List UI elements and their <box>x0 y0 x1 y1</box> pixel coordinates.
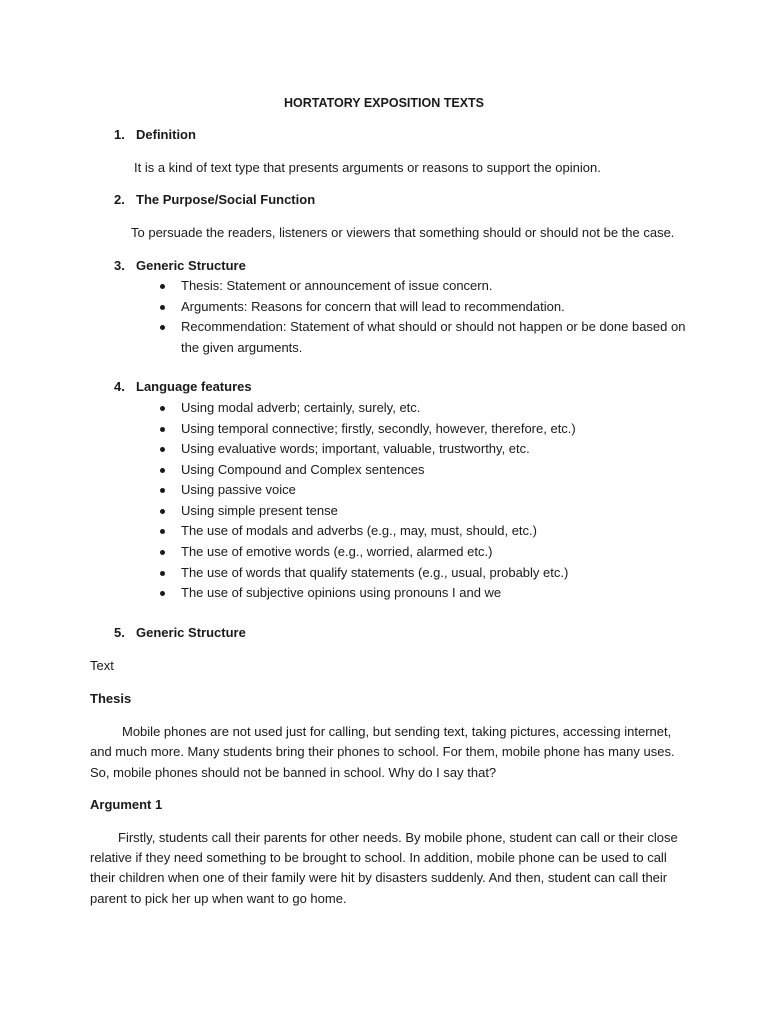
bullet-dot <box>160 406 165 411</box>
list-item: The use of words that qualify statements (e.g., usual, probably etc.) <box>181 565 569 580</box>
bullet-dot <box>160 529 165 534</box>
section-3-heading: Generic Structure <box>136 258 246 273</box>
thesis-heading: Thesis <box>90 691 132 706</box>
argument-1-line: their children when one of their family were hit by disasters suddenly. And then, student can call their <box>90 870 668 885</box>
list-item: Using simple present tense <box>181 503 338 518</box>
argument-1-line: relative if they need something to be brought to school. In addition, mobile phone can be used to call <box>90 850 667 865</box>
list-item: Using temporal connective; firstly, secondly, however, therefore, etc.) <box>181 421 576 436</box>
section-5-heading: Generic Structure <box>136 625 246 640</box>
section-4-heading: Language features <box>136 379 252 394</box>
list-item: Recommendation: Statement of what should or should not happen or be done based on <box>181 319 686 334</box>
text-label: Text <box>90 658 114 673</box>
list-item: Using evaluative words; important, valuable, trustworthy, etc. <box>181 441 530 456</box>
list-item: Using passive voice <box>181 482 296 497</box>
argument-1-heading: Argument 1 <box>90 797 163 812</box>
list-item: Using Compound and Complex sentences <box>181 462 425 477</box>
section-4-number: 4. <box>114 379 125 394</box>
bullet-dot <box>160 550 165 555</box>
section-2-number: 2. <box>114 192 125 207</box>
bullet-dot <box>160 509 165 514</box>
bullet-dot <box>160 305 165 310</box>
list-item: The use of modals and adverbs (e.g., may, must, should, etc.) <box>181 523 537 538</box>
bullet-dot <box>160 427 165 432</box>
list-item: Thesis: Statement or announcement of issue concern. <box>181 278 493 293</box>
bullet-dot <box>160 571 165 576</box>
section-1-body: It is a kind of text type that presents arguments or reasons to support the opinion. <box>134 160 601 175</box>
section-5-number: 5. <box>114 625 125 640</box>
section-1-number: 1. <box>114 127 125 142</box>
section-2-body: To persuade the readers, listeners or viewers that something should or should not be the case. <box>131 225 675 240</box>
bullet-dot <box>160 284 165 289</box>
section-2-heading: The Purpose/Social Function <box>136 192 316 207</box>
list-item: Arguments: Reasons for concern that will lead to recommendation. <box>181 299 565 314</box>
document-title: HORTATORY EXPOSITION TEXTS <box>283 96 485 110</box>
thesis-line: and much more. Many students bring their phones to school. For them, mobile phone has many uses. <box>90 744 675 759</box>
section-1-heading: Definition <box>136 127 196 142</box>
list-item: Using modal adverb; certainly, surely, etc. <box>181 400 421 415</box>
bullet-dot <box>160 488 165 493</box>
section-3-number: 3. <box>114 258 125 273</box>
thesis-line: Mobile phones are not used just for calling, but sending text, taking pictures, accessing internet, <box>122 724 672 739</box>
thesis-line: So, mobile phones should not be banned in school. Why do I say that? <box>90 765 497 780</box>
bullet-dot <box>160 447 165 452</box>
list-item: The use of subjective opinions using pronouns I and we <box>181 585 502 600</box>
list-item: The use of emotive words (e.g., worried, alarmed etc.) <box>181 544 493 559</box>
bullet-dot <box>160 591 165 596</box>
argument-1-line: Firstly, students call their parents for other needs. By mobile phone, student can call or their close <box>118 830 678 845</box>
list-item-continuation: the given arguments. <box>181 340 303 355</box>
bullet-dot <box>160 468 165 473</box>
argument-1-line: parent to pick her up when want to go home. <box>90 891 347 906</box>
bullet-dot <box>160 325 165 330</box>
